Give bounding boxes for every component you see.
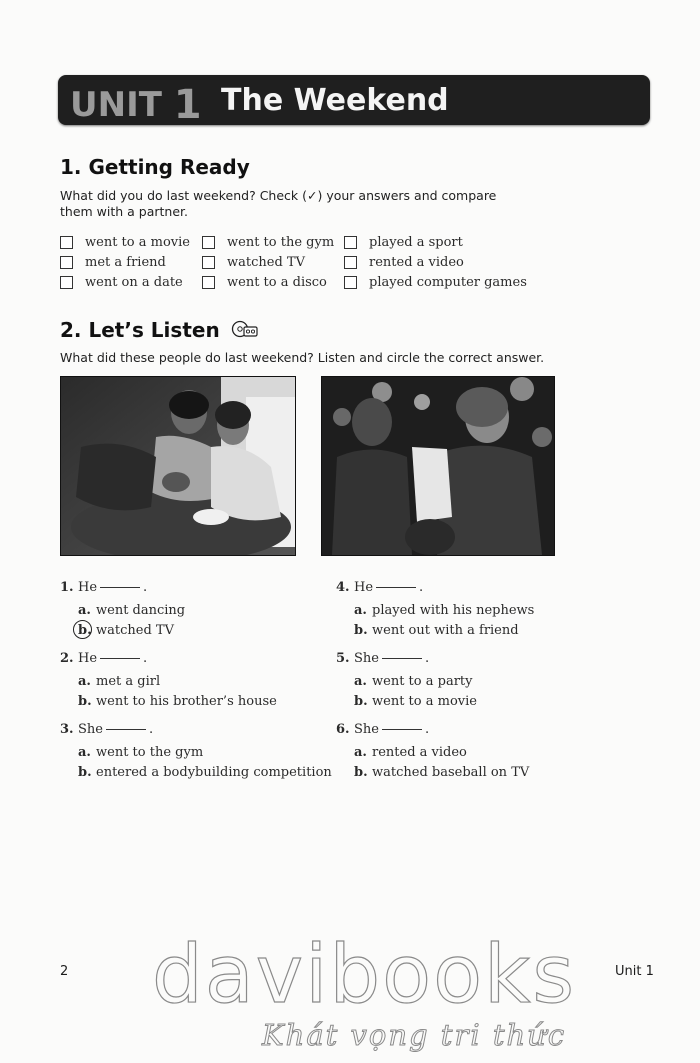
answer-blank bbox=[106, 729, 146, 730]
unit-banner bbox=[58, 75, 650, 128]
checklist-label: went to a disco bbox=[227, 274, 327, 290]
checklist-label: went on a date bbox=[85, 274, 183, 290]
option-letter: a. bbox=[78, 673, 91, 689]
option-text: rented a video bbox=[372, 744, 467, 760]
option-text: played with his nephews bbox=[372, 602, 535, 618]
answer-blank bbox=[100, 587, 140, 588]
checkbox[interactable] bbox=[60, 236, 73, 249]
answer-option-b[interactable] bbox=[60, 691, 277, 711]
question-subject: He bbox=[354, 580, 374, 595]
option-text: met a girl bbox=[96, 673, 161, 689]
unit-label bbox=[70, 80, 202, 126]
question-number: 1. bbox=[60, 580, 74, 595]
question-number: 6. bbox=[336, 722, 350, 737]
checkbox[interactable] bbox=[60, 276, 73, 289]
answer-option-a[interactable] bbox=[336, 600, 534, 620]
checklist-label: went to a movie bbox=[85, 234, 190, 250]
checklist-column bbox=[344, 232, 527, 292]
question-number: 3. bbox=[60, 722, 74, 737]
option-letter: a. bbox=[354, 744, 367, 760]
option-text: watched TV bbox=[96, 622, 174, 638]
answer-option-a[interactable] bbox=[60, 742, 332, 762]
option-text: entered a bodybuilding competition bbox=[96, 764, 332, 780]
question-subject: She bbox=[354, 722, 379, 737]
answer-option-a[interactable] bbox=[60, 671, 277, 691]
option-letter: b. bbox=[354, 693, 368, 709]
unit-number: 1 bbox=[173, 82, 202, 128]
question-subject: He bbox=[78, 580, 98, 595]
checklist-item[interactable] bbox=[60, 252, 190, 272]
question-5: 5. She . a. went to a party b. went to a movie bbox=[336, 651, 477, 711]
checklist-column bbox=[60, 232, 190, 292]
checkbox[interactable] bbox=[344, 276, 357, 289]
answer-blank bbox=[382, 658, 422, 659]
question-subject: She bbox=[354, 651, 379, 666]
question-subject: He bbox=[78, 651, 98, 666]
option-text: went out with a friend bbox=[372, 622, 519, 638]
option-text: went to a movie bbox=[372, 693, 477, 709]
section-2-instruction: What did these people do last weekend? Listen and circle the correct answer. bbox=[60, 350, 545, 365]
question-4: 4. He . a. played with his nephews b. went out with a friend bbox=[336, 580, 534, 640]
answer-blank bbox=[382, 729, 422, 730]
option-letter: a. bbox=[78, 744, 91, 760]
option-letter: b. bbox=[78, 693, 92, 709]
option-letter: a. bbox=[78, 602, 91, 618]
answer-option-b[interactable] bbox=[336, 691, 477, 711]
checkbox[interactable] bbox=[202, 276, 215, 289]
checklist-label: played a sport bbox=[369, 234, 463, 250]
unit-word: UNIT bbox=[70, 85, 162, 125]
page-number: 2 bbox=[60, 964, 69, 979]
checklist-item[interactable] bbox=[202, 252, 334, 272]
photo-people-at-party bbox=[321, 376, 555, 556]
option-text: went to the gym bbox=[96, 744, 204, 760]
section-2-title-text: 2. Let’s Listen bbox=[60, 318, 220, 342]
question-3: 3. She . a. went to the gym b. entered a bodybuilding competition bbox=[60, 722, 332, 782]
option-text: went dancing bbox=[96, 602, 186, 618]
option-text: went to his brother’s house bbox=[96, 693, 277, 709]
checkbox[interactable] bbox=[60, 256, 73, 269]
answer-circle-mark bbox=[73, 620, 92, 639]
answer-option-a[interactable] bbox=[336, 671, 477, 691]
option-letter: b. bbox=[78, 764, 92, 780]
answer-option-a[interactable] bbox=[336, 742, 529, 762]
checklist-column bbox=[202, 232, 334, 292]
option-letter: a. bbox=[354, 602, 367, 618]
checklist-item[interactable] bbox=[344, 272, 527, 292]
question-6: 6. She . a. rented a video b. watched baseball on TV bbox=[336, 722, 529, 782]
question-number: 5. bbox=[336, 651, 350, 666]
checklist-label: played computer games bbox=[369, 274, 527, 290]
question-number: 4. bbox=[336, 580, 350, 595]
section-1-instruction: What did you do last weekend? Check (✓) your answers and compare them with a partner. bbox=[60, 188, 497, 219]
checkbox[interactable] bbox=[344, 236, 357, 249]
option-text: went to a party bbox=[372, 673, 473, 689]
footer-unit-label: Unit 1 bbox=[615, 964, 654, 979]
checklist-label: watched TV bbox=[227, 254, 305, 270]
answer-blank bbox=[100, 658, 140, 659]
watermark-tagline: Khát vọng tri thức bbox=[262, 1018, 567, 1052]
checklist-label: went to the gym bbox=[227, 234, 335, 250]
option-letter: a. bbox=[354, 673, 367, 689]
checklist-label: met a friend bbox=[85, 254, 166, 270]
watermark-logo: davibooks bbox=[152, 928, 577, 1021]
question-subject: She bbox=[78, 722, 103, 737]
option-text: watched baseball on TV bbox=[372, 764, 530, 780]
checklist-item[interactable] bbox=[344, 232, 527, 252]
option-letter: b. bbox=[354, 622, 368, 638]
checkbox[interactable] bbox=[202, 256, 215, 269]
checkbox[interactable] bbox=[344, 256, 357, 269]
photo-couple-on-sofa bbox=[60, 376, 296, 556]
section-2-title bbox=[60, 318, 259, 344]
answer-option-a[interactable] bbox=[60, 600, 185, 620]
checklist-item[interactable] bbox=[344, 252, 527, 272]
answer-blank bbox=[376, 587, 416, 588]
question-1: 1. He . a. went dancing b. watched TV bbox=[60, 580, 185, 640]
checklist-label: rented a video bbox=[369, 254, 464, 270]
unit-title: The Weekend bbox=[221, 83, 449, 118]
checklist-item[interactable] bbox=[60, 272, 190, 292]
checklist-item[interactable] bbox=[60, 232, 190, 252]
question-2: 2. He . a. met a girl b. went to his brother’s house bbox=[60, 651, 277, 711]
answer-option-b[interactable] bbox=[60, 762, 332, 782]
answer-option-b[interactable] bbox=[60, 620, 185, 640]
option-letter: b. bbox=[354, 764, 368, 780]
option-letter: b. bbox=[78, 623, 96, 638]
checklist-item[interactable] bbox=[202, 272, 334, 292]
answer-option-b[interactable] bbox=[336, 620, 534, 640]
section-1-title: 1. Getting Ready bbox=[60, 155, 250, 179]
question-number: 2. bbox=[60, 651, 74, 666]
answer-option-b[interactable] bbox=[336, 762, 529, 782]
checklist-item[interactable] bbox=[202, 232, 334, 252]
audio-cd-icon bbox=[231, 319, 259, 344]
checkbox[interactable] bbox=[202, 236, 215, 249]
